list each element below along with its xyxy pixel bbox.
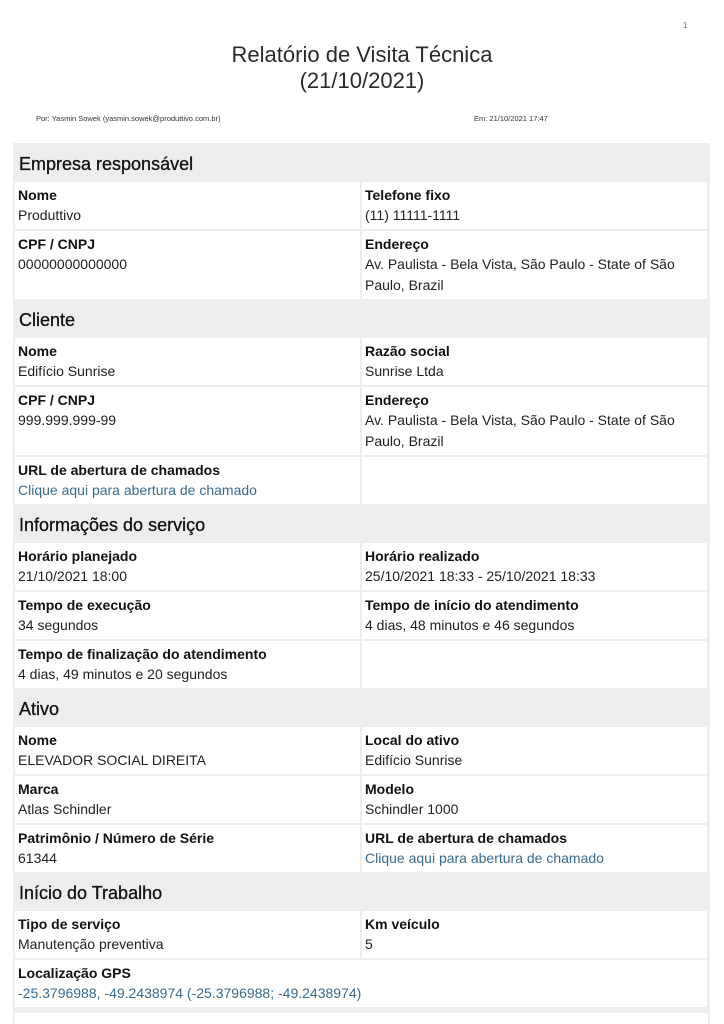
field-ativo-local (362, 727, 707, 774)
field-localizacao-gps (15, 960, 707, 1007)
field-value: 00000000000000 (18, 256, 128, 272)
empty-cell (362, 457, 707, 504)
section-servico-grid (15, 543, 708, 688)
field-value: 999.999.999-99 (18, 412, 117, 428)
section-title-cliente: Cliente (19, 310, 76, 330)
field-label: URL de abertura de chamados (18, 462, 221, 478)
field-value: Av. Paulista - Bela Vista, São Paulo - State of São Paulo, Brazil (365, 256, 675, 293)
field-label: Endereço (365, 236, 429, 252)
field-label: Local do ativo (365, 732, 460, 748)
field-cliente-nome (15, 338, 360, 385)
empty-cell (362, 641, 707, 688)
open-ticket-link[interactable]: Clique aqui para abertura de chamado (18, 482, 257, 498)
field-tipo-servico (15, 911, 360, 958)
field-value: Edifício Sunrise (365, 752, 463, 768)
field-label: Tempo de finalização do atendimento (18, 646, 267, 662)
section-empresa-grid (15, 182, 708, 299)
field-horario-realizado (362, 543, 707, 590)
field-horario-planejado (15, 543, 360, 590)
next-section-placeholder (15, 1013, 708, 1024)
field-ativo-modelo (362, 776, 707, 823)
section-title-ativo: Ativo (19, 699, 60, 719)
field-ativo-url-chamados (362, 825, 707, 872)
section-title-servico: Informações do serviço (19, 515, 206, 535)
field-tempo-execucao (15, 592, 360, 639)
field-empresa-cpf-cnpj (15, 231, 360, 299)
field-ativo-nome (15, 727, 360, 774)
section-inicio-trabalho-grid (15, 911, 708, 1007)
field-label: Modelo (365, 781, 414, 797)
field-label: Nome (18, 343, 57, 359)
field-empresa-telefone (362, 182, 707, 229)
gps-location-link[interactable]: -25.3796988, -49.2438974 (-25.3796988; -49.2438974) (18, 985, 362, 1001)
field-label: Patrimônio / Número de Série (18, 830, 215, 846)
section-cliente-grid (15, 338, 708, 504)
field-tempo-finalizacao (15, 641, 360, 688)
page-number: 1 (683, 21, 688, 30)
field-ativo-patrimonio (15, 825, 360, 872)
report-author: Por: Yasmin Sowek (yasmin.sowek@produttivo.com.br) (36, 114, 221, 123)
open-ticket-link[interactable]: Clique aqui para abertura de chamado (365, 850, 604, 866)
report-title-date: (21/10/2021) (299, 68, 425, 93)
field-label: URL de abertura de chamados (365, 830, 568, 846)
field-value: (11) 11111-1111 (365, 207, 461, 223)
field-label: CPF / CNPJ (18, 236, 96, 252)
field-value: 61344 (18, 850, 57, 866)
field-label: Nome (18, 187, 57, 203)
field-km-veiculo (362, 911, 707, 958)
field-cliente-razao-social (362, 338, 707, 385)
field-label: Localização GPS (18, 965, 131, 981)
field-label: CPF / CNPJ (18, 392, 96, 408)
section-title-empresa: Empresa responsável (19, 154, 194, 174)
field-value: ELEVADOR SOCIAL DIREITA (18, 752, 207, 768)
field-label: Tipo de serviço (18, 916, 121, 932)
field-value: 5 (365, 936, 373, 952)
field-label: Tempo de início do atendimento (365, 597, 579, 613)
field-label: Km veículo (365, 916, 440, 932)
field-value: Produttivo (18, 207, 82, 223)
field-label: Endereço (365, 392, 429, 408)
report-title (0, 42, 724, 94)
field-label: Horário realizado (365, 548, 480, 564)
field-value: Atlas Schindler (18, 801, 112, 817)
section-ativo-grid (15, 727, 708, 872)
field-value: Sunrise Ltda (365, 363, 444, 379)
field-value: Av. Paulista - Bela Vista, São Paulo - State of São Paulo, Brazil (365, 412, 675, 449)
report-title-main: Relatório de Visita Técnica (231, 42, 493, 67)
field-value: 25/10/2021 18:33 - 25/10/2021 18:33 (365, 568, 596, 584)
field-empresa-endereco (362, 231, 707, 299)
report-body (13, 143, 710, 1024)
report-generated-at: Em: 21/10/2021 17:47 (474, 114, 548, 123)
field-tempo-inicio (362, 592, 707, 639)
field-label: Horário planejado (18, 548, 138, 564)
field-label: Tempo de execução (18, 597, 151, 613)
field-value: 21/10/2021 18:00 (18, 568, 127, 584)
field-value: Edifício Sunrise (18, 363, 116, 379)
field-label: Razão social (365, 343, 450, 359)
field-label: Marca (18, 781, 59, 797)
field-ativo-marca (15, 776, 360, 823)
field-value: 4 dias, 49 minutos e 20 segundos (18, 666, 228, 682)
field-label: Nome (18, 732, 57, 748)
field-value: 34 segundos (18, 617, 99, 633)
field-value: 4 dias, 48 minutos e 46 segundos (365, 617, 575, 633)
field-value: Schindler 1000 (365, 801, 459, 817)
field-label: Telefone fixo (365, 187, 451, 203)
field-cliente-endereco (362, 387, 707, 455)
field-value: Manutenção preventiva (18, 936, 164, 952)
field-cliente-cpf-cnpj (15, 387, 360, 455)
field-empresa-nome (15, 182, 360, 229)
section-title-inicio-trabalho: Início do Trabalho (19, 883, 163, 903)
field-cliente-url-chamados (15, 457, 360, 504)
